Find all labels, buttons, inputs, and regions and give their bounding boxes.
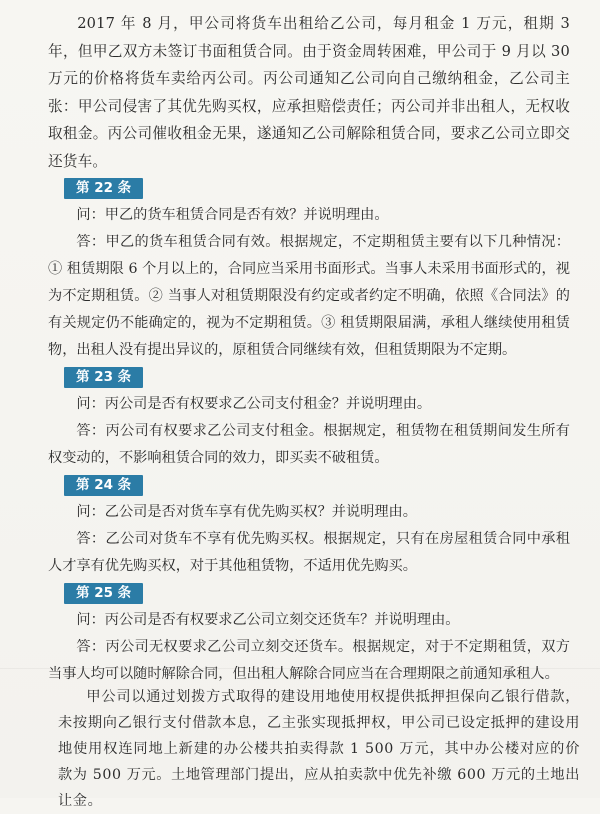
- article-badge: 第 24 条: [64, 475, 143, 496]
- question-text: 问：乙公司是否对货车享有优先购买权？并说明理由。: [76, 504, 417, 520]
- divider: [0, 668, 600, 669]
- article-badge: 第 23 条: [64, 367, 143, 388]
- article-24: [48, 472, 570, 580]
- question-text: 问：丙公司是否有权要求乙公司立刻交还货车？并说明理由。: [76, 612, 460, 628]
- answer-text: 答：甲乙的货车租赁合同有效。根据规定，不定期租赁主要有以下几种情况：① 租赁期限 6 个月以上的，合同应当采用书面形式。当事人未采用书面形式的，视为不定期租赁。② 当事人对租赁期限没有约定或者约定不明确，依照《合同法》的有关规定仍不能确定的，视为不定期租赁。③ 租赁期限届满，承租人继续使用租赁物，出租人没有提出异议的，原租赁合同继续有效，但租赁期限为不定期。: [48, 234, 570, 358]
- answer-text: 答：乙公司对货车不享有优先购买权。根据规定，只有在房屋租赁合同中承租人才享有优先购买权，对于其他租赁物，不适用优先购买。: [48, 531, 570, 574]
- article-25: [48, 580, 570, 688]
- question-text: 问：丙公司是否有权要求乙公司支付租金？并说明理由。: [76, 396, 432, 412]
- article-badge: 第 25 条: [64, 583, 143, 604]
- answer-text: 答：丙公司无权要求乙公司立刻交还货车。根据规定，对于不定期租赁，双方当事人均可以随时解除合同，但出租人解除合同应当在合理期限之前通知承租人。: [48, 639, 570, 682]
- question-text: 问：甲乙的货车租赁合同是否有效？并说明理由。: [76, 207, 389, 223]
- case-closing: [58, 684, 580, 814]
- intro-paragraph: 2017 年 8 月，甲公司将货车出租给乙公司，每月租金 1 万元，租期 3 年，但甲乙双方未签订书面租赁合同。由于资金周转困难，甲公司于 9 月以 30 万元的价格将货车卖给丙公司。丙公司通知乙公司向自己缴纳租金，乙公司主张：甲公司侵害了其优先购买权，应承担赔偿责任；丙公司并非出租人，无权收取租金。丙公司催收租金无果，遂通知乙公司解除租赁合同，要求乙公司立即交还货车。: [48, 15, 570, 170]
- answer-text: 答：丙公司有权要求乙公司支付租金。根据规定，租赁物在租赁期间发生所有权变动的，不影响租赁合同的效力，即买卖不破租赁。: [48, 423, 570, 466]
- closing-paragraph: 甲公司以通过划拨方式取得的建设用地使用权提供抵押担保向乙银行借款，未按期向乙银行支付借款本息，乙主张实现抵押权，甲公司已设定抵押的建设用地使用权连同地上新建的办公楼共拍卖得款 1 500 万元，其中办公楼对应的价款为 500 万元。土地管理部门提出，应从拍卖款中优先补缴 600 万元的土地出让金。: [58, 689, 580, 809]
- article-23: [48, 364, 570, 472]
- article-22: [48, 175, 570, 364]
- article-badge: 第 22 条: [64, 178, 143, 199]
- case-intro: [48, 10, 570, 175]
